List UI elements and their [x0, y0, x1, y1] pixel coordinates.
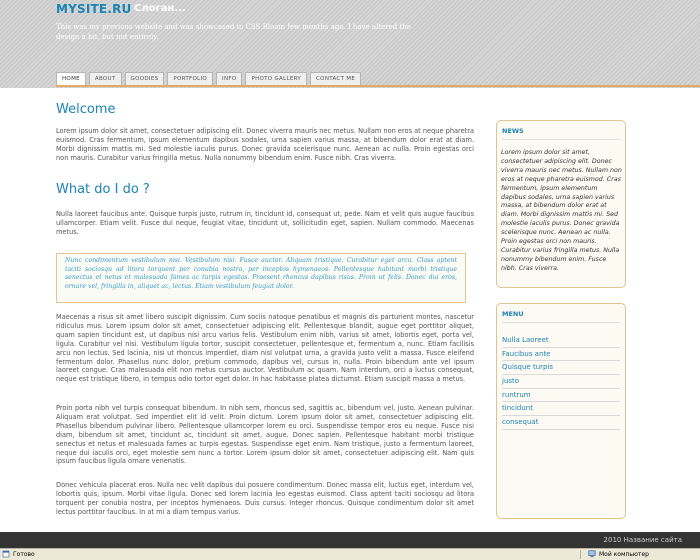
what-do-paragraph: Nulla laoreet faucibus ante. Quisque turpis justo, rutrum in, tincidunt id, consequat ut, pede. Nam et velit quis augue faucibus ullamcorper. Etiam velit. Fusce dui neque, feugiat vitae, tincidunt ut, sollicitudin eget, sapien. Nullam commodo. Maecenas metus.: [56, 210, 474, 236]
menu-item-consequat[interactable]: consequat: [502, 416, 620, 430]
what-do-i-do-title: What do I do ?: [56, 182, 150, 197]
site-slogan: Слоган...: [134, 3, 186, 14]
menu-item-tincidunt[interactable]: tincidunt: [502, 402, 620, 416]
news-title: NEWS: [502, 127, 524, 135]
site-header: [0, 0, 700, 88]
tab-contact-me[interactable]: CONTACT ME: [310, 72, 361, 85]
site-logo[interactable]: MYSITE.RU: [56, 2, 132, 16]
menu-item-runtrum[interactable]: runtrum: [502, 389, 620, 403]
nav-divider: [56, 85, 700, 87]
tab-home[interactable]: HOME: [56, 72, 86, 86]
news-box: [496, 120, 626, 288]
status-separator: [580, 550, 581, 559]
menu-divider: [502, 322, 620, 323]
body-paragraph-3: Donec vehicula placerat eros. Nulla nec velit dapibus dui posuere condimentum. Donec massa elit, luctus eget, interdum vel, lobortis quis, ipsum. Morbi vitae ligula. Donec sed lorem lacinia leo egestas euismod. Class aptent taciti sociosqu ad litora torquent per conubia nostra, per inceptos hymenaeos. Duis cursus. Integer rhoncus. Quisque condimentum dolor sit amet lectus porttitor faucibus. In at mi a diam tempus varius.: [56, 481, 474, 516]
main-nav: [56, 72, 364, 85]
tab-info[interactable]: INFO: [216, 72, 242, 85]
welcome-paragraph: Lorem ipsum dolor sit amet, consectetuer adipiscing elit. Donec viverra mauris nec metus. Nullam non eros at neque pharetra euismod. Cras fermentum, ipsum elementum dapibus sodales, urna sapien varius massa, at bibendum dolor erat at diam. Morbi dignissim mattis mi. Sed molestie iaculis purus. Donec gravida scelerisque nunc. Aenean ac nulla. Proin egestas orci non mauris. Curabitur varius fringilla metus. Nulla nonummy bibendum enim. Fusce nibh. Cras viverra.: [56, 127, 474, 162]
page-done-icon: [2, 550, 10, 558]
browser-status-bar: [0, 548, 700, 560]
blockquote: Nunc condimentum vestibulum nisi. Vestibulum nisi. Fusce auctor. Aliquam tristique. Curabitur eget arcu. Class aptent taciti sociosqu ad litora torquent per conubia nostra, per inceptos hymenaeos. Pellentesque habitant morbi tristique senectus et netus et malesuada fames ac turpis egestas. Praesent rhoncus dapibus risus. Proin ut felis. Donec dui eros, ornare vel, fringilla in, aliquet ac, lectus. Etiam vestibulum feugiat dolor.: [56, 253, 466, 303]
status-text: Готово: [13, 550, 35, 558]
body-paragraph-1: Maecenas a risus sit amet libero suscipit dignissim. Cum sociis natoque penatibus et magnis dis parturient montes, nascetur ridiculus mus. Lorem ipsum dolor sit amet, consectetuer adipiscing elit. Pellentesque blandit, augue eget porttitor aliquet, quam sapien tincidunt est, ut dapibus nisi arcu varius felis. Vestibulum enim nibh, varius sit amet, lobortis eget, porta vel, ligula. Curabitur vel nisi. Vestibulum ligula tortor, suscipit consectetuer, pellentesque et, fermentum a, nunc. Etiam facilisis arcu non lectus. Sed lacinia, nisi ut rhoncus imperdiet, diam nisl volutpat urna, a gravida justo velit a massa. Fusce eleifend fermentum dolor. Phasellus nunc dolor, pretium commodo, dapibus vel, cursus in, nulla. Proin bibendum ante vel ipsum laoreet congue. Cras malesuada elit non metus cursus auctor. Vestibulum ac quam. Nam interdum, orci a luctus consequat, neque est tristique libero, in tempus odio tortor eget dolor. In hac habitasse platea dictumst. Etiam suscipit massa a metus.: [56, 313, 474, 384]
menu-item-justo[interactable]: justo: [502, 375, 620, 389]
menu-item-nulla-laoreet[interactable]: Nulla Laoreet: [502, 334, 620, 348]
welcome-title: Welcome: [56, 102, 116, 117]
status-right: [588, 550, 649, 558]
tab-portfolio[interactable]: PORTFOLIO: [167, 72, 213, 85]
menu-item-faucibus-ante[interactable]: Faucibus ante: [502, 348, 620, 362]
menu-box: [496, 303, 626, 519]
news-text: Lorem ipsum dolor sit amet, consectetuer adipiscing elit. Donec viverra mauris nec metus. Nullam non eros at neque pharetra euismod. Cras fermentum, ipsum elementum dapibus sodales, urna sapien varius massa, at bibendum dolor erat at diam. Morbi dignissim mattis mi. Sed molestie iaculis purus. Donec gravida scelerisque nunc. Aenean ac nulla. Proin egestas orci non mauris. Curabitur varius fringilla metus. Nulla nonummy bibendum enim. Fusce nibh. Cras viverra.: [501, 149, 622, 272]
tab-about[interactable]: ABOUT: [89, 72, 122, 85]
status-left: [2, 550, 35, 558]
site-description: This was my previous website and was showcased in CSS Bloom few months ago. I have altered the design a bit, but not entirely.: [56, 23, 411, 41]
tab-goodies[interactable]: GOODIES: [125, 72, 165, 85]
footer-copyright: 2010 Название сайта: [603, 536, 682, 544]
my-computer-icon: [588, 550, 596, 558]
zone-text: Мой компьютер: [599, 550, 649, 558]
body-paragraph-2: Proin porta nibh vel turpis consequat bibendum. In nibh sem, rhoncus sed, sagittis ac, bibendum vel, justo. Aenean pulvinar. Aliquam erat volutpat. Sed imperdiet elit id velit. Proin dictum. Lorem ipsum dolor sit amet, consectetuer adipiscing elit. Phasellus bibendum pulvinar libero. Pellentesque ullamcorper lorem eu orci. Suspendisse tempor eros eu neque. Fusce nisi diam, bibendum sit amet, tincidunt ac, tincidunt sit amet, augue. Donec sapien. Pellentesque habitant morbi tristique senectus et netus et malesuada fames ac turpis egestas. Suspendisse eget enim. Nam tristique, justo a fermentum laoreet, neque dui iaculis orci, eget molestie sem nunc a tortor. Lorem ipsum dolor sit amet, consectetuer adipiscing elit. Nam quis ipsum faucibus ligula ornare venenatis.: [56, 404, 474, 466]
menu-title: MENU: [502, 310, 524, 318]
tab-photo-gallery[interactable]: PHOTO GALLERY: [245, 72, 307, 85]
news-divider: [502, 139, 620, 140]
menu-list: [502, 334, 620, 430]
site-footer: [0, 532, 700, 548]
menu-item-quisque-turpis[interactable]: Quisque turpis: [502, 361, 620, 375]
